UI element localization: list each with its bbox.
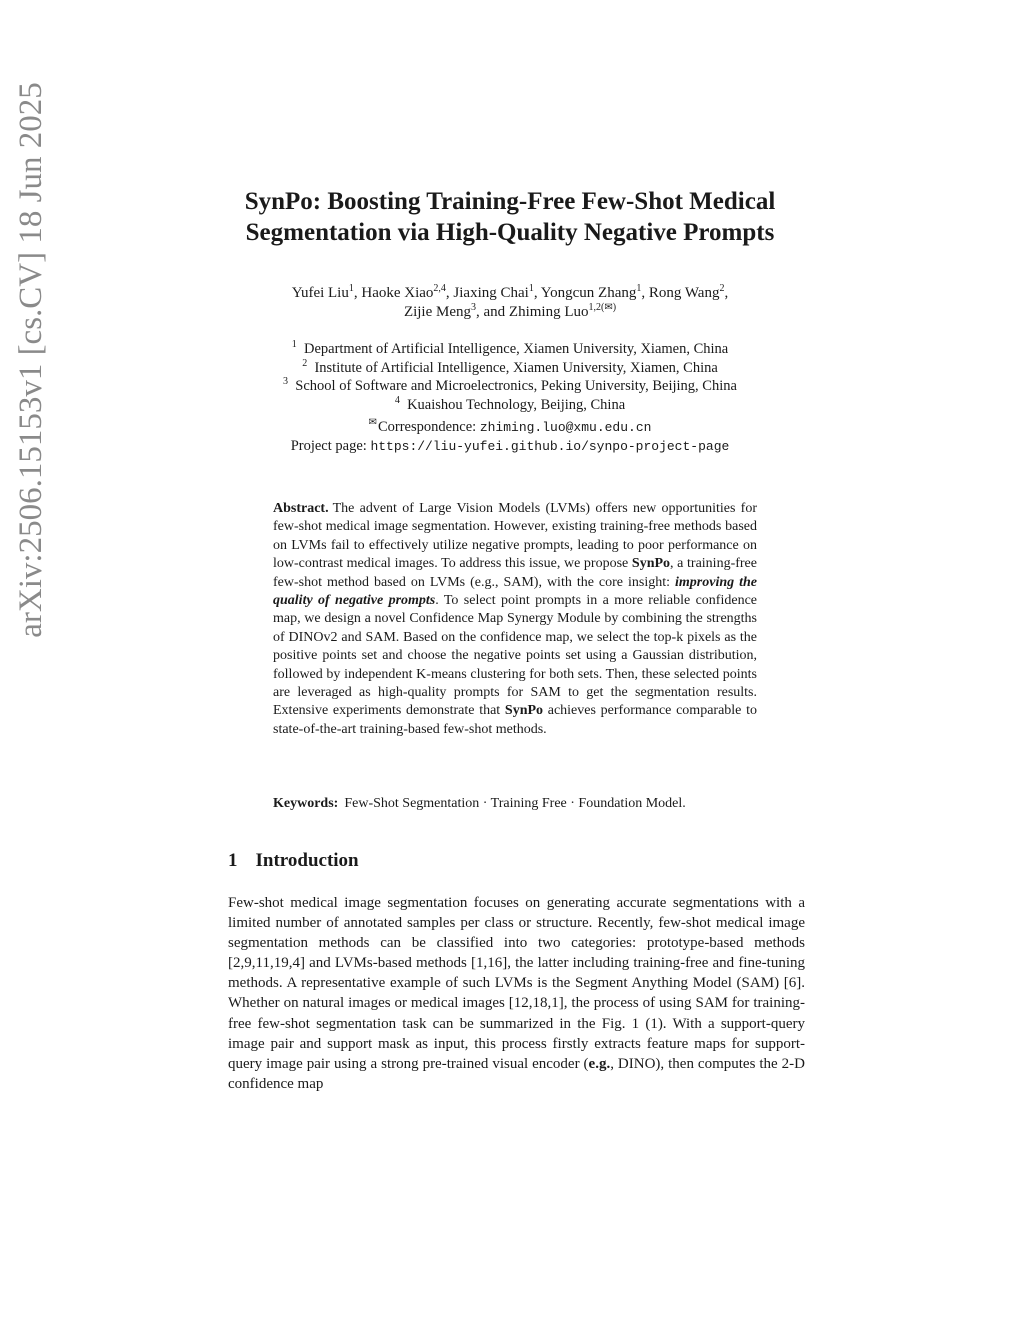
- abstract-block: [273, 500, 757, 739]
- abstract-text: The advent of Large Vision Models (LVMs) offers new opportunities for few-shot medical image segmentation. However, existing training-free methods based on LVMs fail to effectively utilize negative prompts, leading to poor performance on low-contrast medical images. To address this issue, we propose: [273, 501, 757, 572]
- abstract-text: , a training-free few-shot method based on LVMs (e.g., SAM), with the core insight:: [273, 556, 757, 590]
- affiliation-line: [200, 377, 820, 396]
- title-line-2: Segmentation via High-Quality Negative Prompts: [245, 219, 775, 246]
- author-affil-mark: 1: [348, 283, 354, 294]
- author-name: Zijie Meng: [403, 304, 472, 320]
- method-name: SynPo: [631, 556, 671, 572]
- author-name: Yongcun Zhang: [540, 285, 637, 301]
- affiliation-line: [200, 340, 820, 359]
- correspondence-line: [200, 414, 820, 437]
- affiliation-mark: 2: [302, 357, 308, 369]
- author-affil-mark: 2: [719, 283, 725, 294]
- affiliation-text: Institute of Artificial Intelligence, Xiamen University, Xiamen, China: [314, 359, 718, 376]
- abstract-text: . To select point prompts in a more reliable confidence map, we design a novel Confidence Map Synergy Module by combining the strengths of DINOv2 and SAM. Based on the confidence map, we select the top-k pixels as the positive points set and choose the negative points set using a Gaussian distribution, followed by independent K-means clustering for both sets. Then, these selected points are leveraged as high-quality prompts for SAM to get the segmentation results. Extensive experiments demonstrate that: [273, 593, 758, 719]
- affiliation-text: Kuaishou Technology, Beijing, China: [407, 396, 626, 413]
- project-page-link[interactable]: https://liu-yufei.github.io/synpo-project-page: [370, 439, 730, 455]
- affiliation-mark: 1: [291, 339, 297, 351]
- keywords-text: Few-Shot Segmentation · Training Free · Foundation Model.: [344, 796, 686, 811]
- affiliation-line: [200, 396, 820, 415]
- affiliation-mark: 3: [283, 376, 289, 388]
- keywords-line: [273, 795, 773, 813]
- body-text: Few-shot medical image segmentation focuses on generating accurate segmentations with a limited number of annotated samples per class or structure. Recently, few-shot medical image segmentation methods can be classified into two categories: prototype-based methods [2,9,11,19,4] and LVMs-based methods [1,16], the latter including training-free and fine-tuning methods. A representative example of such LVMs is the Segment Anything Model (SAM) [6]. Whether on natural images or medical images [12,18,1], the process of using SAM for training-free few-shot segmentation task can be summarized in the Fig. 1 (1). With a support-query image pair and support mask as input, this process firstly extracts feature maps for support-query image pair using a strong pre-trained visual encoder (: [228, 895, 805, 1072]
- envelope-icon: ✉: [368, 417, 377, 428]
- project-page-line: [200, 437, 820, 457]
- section-heading: [228, 850, 359, 872]
- author-name: Jiaxing Chai: [453, 285, 529, 301]
- affiliation-line: [200, 359, 820, 378]
- author-list: Yufei Liu$^1$, Haoke Xiao$^{2,4}$, Jiaxing Chai$^1$, Yongcun Zhang$^1$, Rong Wang$^2$, Zijie Meng$^3$, and Zhiming Luo$^{1,2(✉)}$: [291, 283, 729, 320]
- arxiv-identifier-stamp: arXiv:2506.15153v1 [cs.CV] 18 Jun 2025: [12, 82, 49, 638]
- project-page-label: Project page:: [290, 438, 371, 455]
- keywords-label: Keywords:: [273, 796, 339, 811]
- author-name: Yufei Liu: [291, 285, 349, 301]
- introduction-paragraph: [228, 893, 805, 1094]
- author-affil-mark: 1,2(✉): [588, 302, 617, 313]
- method-name: SynPo: [504, 703, 544, 719]
- correspondence-email[interactable]: zhiming.luo@xmu.edu.cn: [479, 419, 652, 435]
- correspondence-label: Correspondence:: [377, 418, 480, 435]
- abstract-label: Abstract.: [273, 501, 329, 516]
- author-name: Haoke Xiao: [361, 285, 434, 301]
- core-insight: improving the quality of negative prompts: [273, 574, 757, 609]
- section-number: 1: [228, 850, 238, 871]
- affiliation-text: Department of Artificial Intelligence, Xiamen University, Xiamen, China: [303, 341, 729, 357]
- author-name: and Zhiming Luo: [483, 304, 589, 320]
- author-affil-mark: 3: [471, 302, 477, 313]
- affiliation-text: School of Software and Microelectronics, Peking University, Beijing, China: [295, 378, 737, 394]
- author-affil-mark: 1: [636, 283, 642, 294]
- author-affil-mark: 2,4: [433, 283, 446, 294]
- affiliation-mark: 4: [394, 394, 400, 406]
- author-affil-mark: 1: [528, 283, 534, 294]
- body-text-bold: e.g.: [588, 1055, 611, 1072]
- title-line-1: SynPo: Boosting Training-Free Few-Shot Medical: [244, 188, 776, 215]
- affiliation-list: [200, 340, 820, 457]
- author-name: Rong Wang: [648, 285, 720, 301]
- abstract-text: achieves performance comparable to state-of-the-art training-based few-shot methods.: [273, 703, 757, 737]
- section-title: Introduction: [255, 850, 359, 871]
- body-text: , DINO), then computes the 2-D confidence map: [228, 1055, 805, 1092]
- paper-title: [180, 186, 840, 248]
